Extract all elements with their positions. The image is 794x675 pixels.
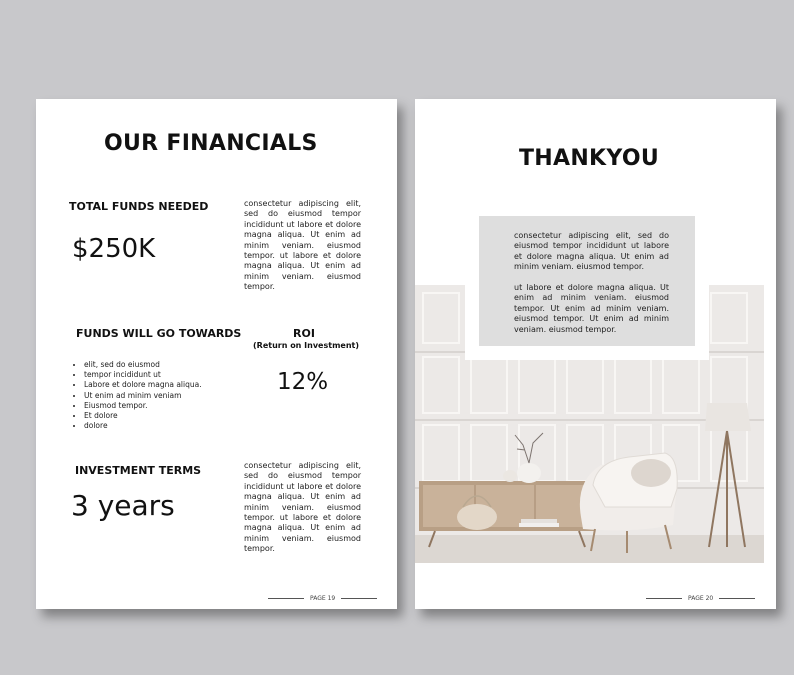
investment-terms-text: consectetur adipiscing elit, sed do eiusmod tempor incididunt ut labore et dolore magna aliqua. Ut enim ad minim veniam. eiusmod tempor. ut labore et dolore magna aliqua. Ut enim ad minim veniam. eiusmod tempor. [244, 461, 361, 554]
roi-sublabel: (Return on Investment) [253, 341, 359, 350]
funds-go-item: • Eiusmod tempor. [84, 401, 202, 411]
funds-go-list [74, 360, 202, 431]
funds-go-item: • elit, sed do eiusmod [84, 360, 202, 370]
page-footer [646, 595, 755, 602]
funds-go-item: • Labore et dolore magna aliqua. [84, 380, 202, 390]
page-20 [415, 99, 776, 609]
total-funds-label: TOTAL FUNDS NEEDED [69, 200, 209, 213]
roi-label: ROI [293, 327, 315, 340]
funds-go-item: • tempor incididunt ut [84, 370, 202, 380]
footer-rule [341, 598, 377, 599]
page-title: THANKYOU [519, 146, 660, 171]
page-footer [268, 595, 377, 602]
funds-go-item: • Et dolore [84, 411, 202, 421]
page-number: PAGE 19 [310, 595, 336, 602]
roi-value: 12% [277, 369, 329, 395]
box-paragraph-1: consectetur adipiscing elit, sed do eiusmod tempor incididunt ut labore et dolore magna aliqua. Ut enim ad minim veniam. eiusmod tempor. [514, 231, 669, 272]
funds-go-item: • dolore [84, 421, 202, 431]
text-box [479, 216, 695, 346]
total-funds-value: $250K [72, 234, 156, 264]
funds-go-label: FUNDS WILL GO TOWARDS [76, 327, 242, 340]
footer-rule [646, 598, 682, 599]
footer-rule [268, 598, 304, 599]
box-paragraph-2: ut labore et dolore magna aliqua. Ut enim ad minim veniam. eiusmod tempor. Ut enim ad minim veniam. eiusmod tempor. Ut enim ad minim veniam. eiusmod tempor. [514, 283, 669, 334]
page-number: PAGE 20 [688, 595, 714, 602]
page-19 [36, 99, 397, 609]
investment-terms-label: INVESTMENT TERMS [75, 464, 202, 477]
total-funds-text: consectetur adipiscing elit, sed do eiusmod tempor incididunt ut labore et dolore magna aliqua. Ut enim ad minim veniam. eiusmod tempor. ut labore et dolore magna aliqua. Ut enim ad minim veniam. eiusmod tempor. [244, 199, 361, 292]
funds-go-item: • Ut enim ad minim veniam [84, 391, 202, 401]
page-title: OUR FINANCIALS [104, 131, 318, 156]
investment-terms-value: 3 years [71, 489, 175, 522]
footer-rule [719, 598, 755, 599]
